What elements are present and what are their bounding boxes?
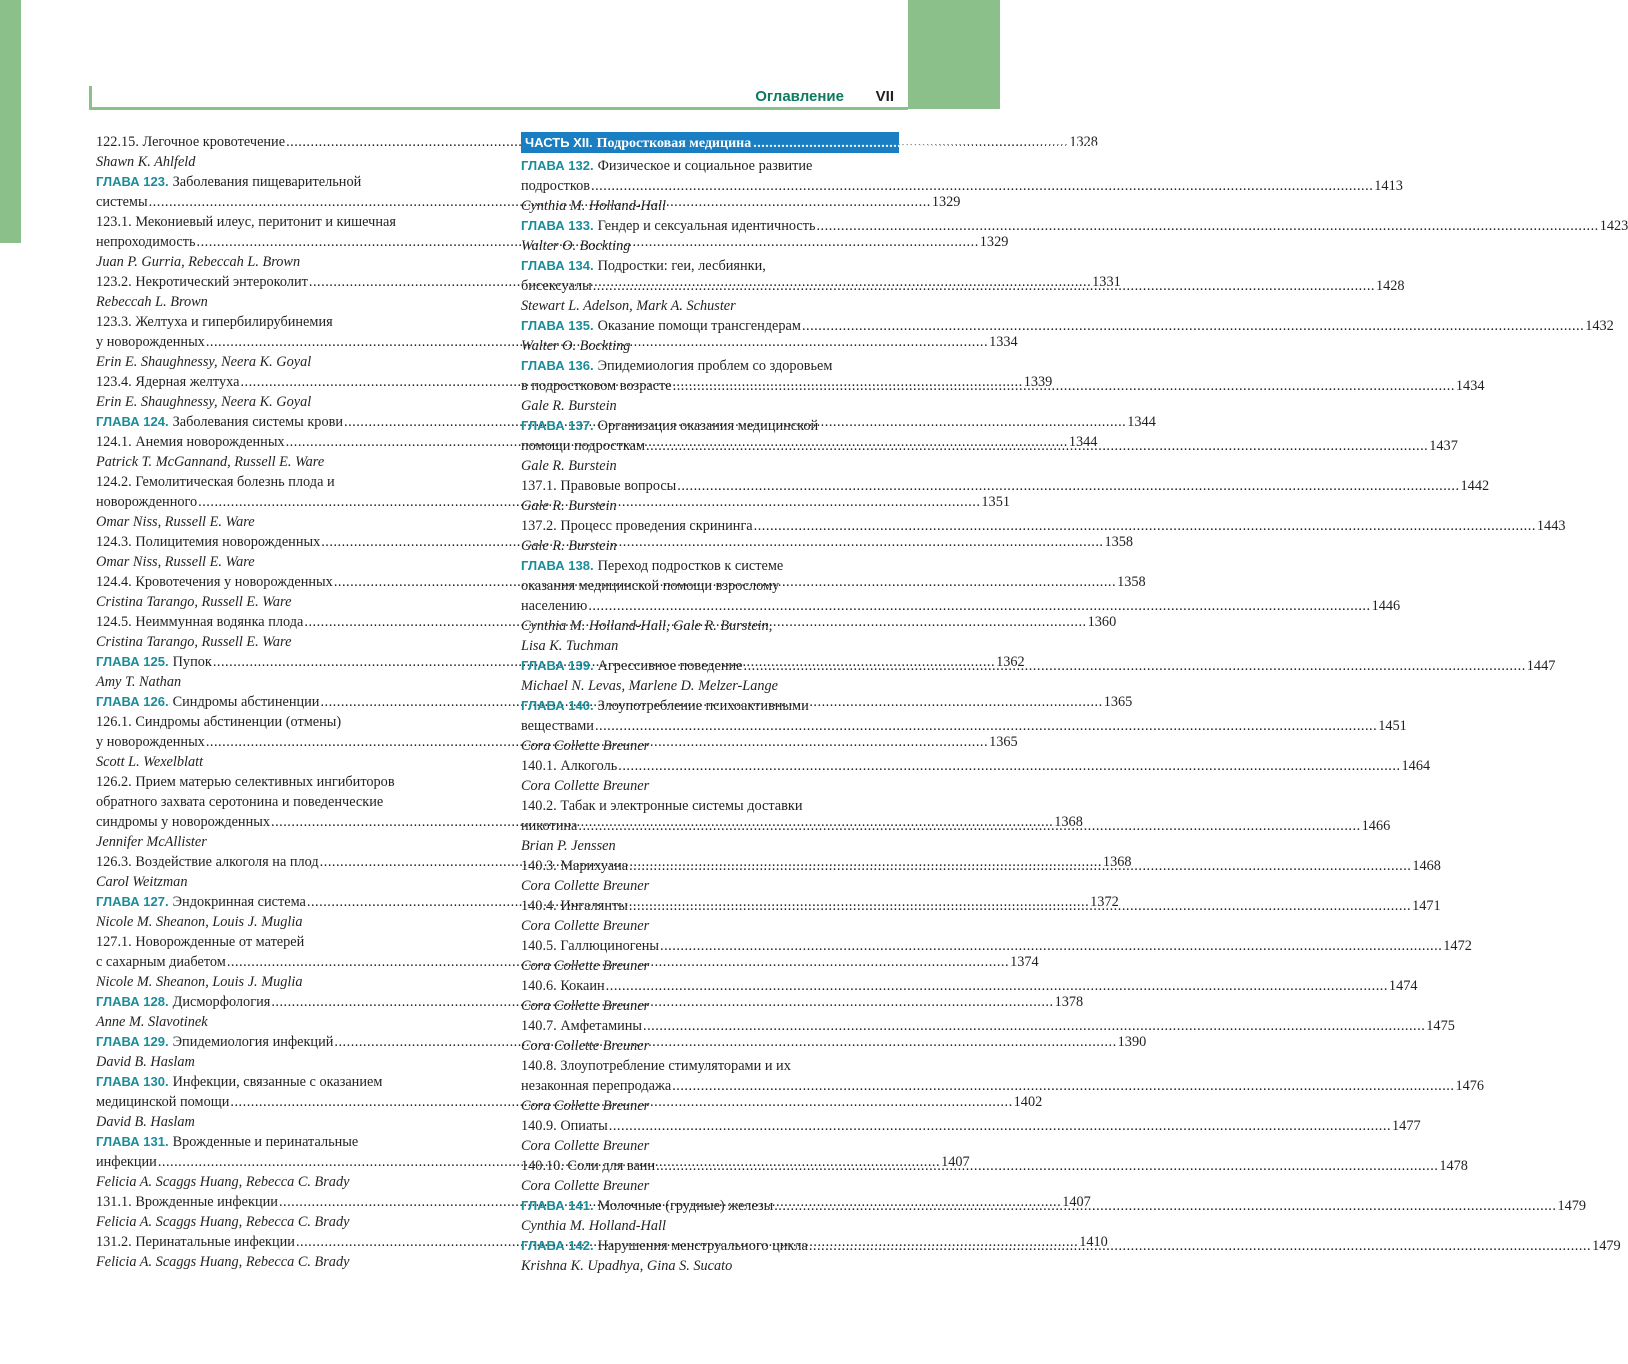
- toc-title-line: обратного захвата серотонина и поведенческие: [96, 794, 384, 810]
- leader-dots: [656, 1156, 1438, 1176]
- chapter-title: Подростки: геи, лесбиянки,: [597, 258, 766, 274]
- entry-title: [96, 332, 205, 352]
- toc-title-line: 123.1. Мекониевый илеус, перитонит и кишечная: [96, 214, 396, 230]
- toc-title-line: 140.2. Табак и электронные системы доставки: [521, 798, 803, 814]
- toc-title-line: 140.8. Злоупотребление стимуляторами и их: [521, 1058, 791, 1074]
- leader-dots: [609, 1116, 1391, 1136]
- entry-text: системы: [96, 194, 148, 210]
- entry-page: 1443: [1536, 518, 1566, 534]
- toc-author: Cora Collette Breuner: [521, 1138, 650, 1154]
- toc-chapter-heading[interactable]: [96, 172, 474, 192]
- entry-text: 124.1. Анемия новорожденных: [96, 434, 285, 450]
- chapter-title: Инфекции, связанные с оказанием: [172, 1074, 383, 1090]
- entry-text: 140.1. Алкоголь: [521, 758, 618, 774]
- toc-title-line: 124.2. Гемолитическая болезнь плода и: [96, 474, 335, 490]
- toc-chapter-entry[interactable]: [521, 216, 1628, 236]
- entry-title: [521, 596, 587, 616]
- toc-author: Gale R. Burstein: [521, 398, 617, 414]
- entry-title: [521, 476, 676, 496]
- entry-title: [96, 532, 320, 552]
- toc-entry[interactable]: [521, 176, 1403, 196]
- entry-title: [96, 732, 205, 752]
- entry-title: [521, 436, 645, 456]
- entry-text: подростков: [521, 178, 591, 194]
- entry-title: [521, 1196, 773, 1216]
- toc-author: Cristina Tarango, Russell E. Ware: [96, 594, 292, 610]
- entry-title: [521, 376, 672, 396]
- entry-page: 1410: [1079, 1234, 1108, 1250]
- entry-page: 1374: [1010, 954, 1039, 970]
- entry-page: 1365: [989, 734, 1018, 750]
- toc-title-line: 126.1. Синдромы абстиненции (отмены): [96, 714, 342, 730]
- toc-entry[interactable]: [521, 976, 1418, 996]
- entry-page: 1479: [1592, 1238, 1621, 1254]
- toc-author: Cora Collette Breuner: [521, 1098, 650, 1114]
- entry-page: 1378: [1054, 994, 1084, 1010]
- entry-text: Эндокринная система: [172, 894, 306, 910]
- entry-text: 140.6. Кокаин: [521, 978, 605, 994]
- toc-author: Omar Niss, Russell E. Ware: [96, 514, 255, 530]
- entry-title: [96, 192, 148, 212]
- entry-text: 140.9. Опиаты: [521, 1118, 608, 1134]
- chapter-label: ГЛАВА 139.: [521, 658, 594, 673]
- chapter-label: ГЛАВА 137.: [521, 418, 594, 433]
- toc-author: Michael N. Levas, Marlene D. Melzer-Lange: [521, 678, 779, 694]
- entry-title: [96, 232, 196, 252]
- chapter-label: ГЛАВА 124.: [96, 414, 169, 429]
- entry-page: 1329: [979, 234, 1009, 250]
- entry-text: населению: [521, 598, 588, 614]
- chapter-title: Врожденные и перинатальные: [172, 1134, 359, 1150]
- toc-entry[interactable]: [521, 1076, 1485, 1096]
- entry-page: 1344: [1068, 434, 1098, 450]
- entry-text: с сахарным диабетом: [96, 954, 226, 970]
- entry-page: 1466: [1361, 818, 1391, 834]
- entry-text: 123.4. Ядерная желтуха: [96, 374, 240, 390]
- toc-author: Juan P. Gurria, Rebeccah L. Brown: [96, 254, 301, 270]
- toc-author: Nicole M. Sheanon, Louis J. Muglia: [96, 974, 303, 990]
- toc-entry[interactable]: [521, 1116, 1421, 1136]
- entry-text: помощи подросткам: [521, 438, 645, 454]
- entry-text: Дисморфология: [172, 994, 271, 1010]
- entry-text: Оказание помощи трансгендерам: [597, 318, 801, 334]
- chapter-title: Заболевания пищеварительной: [172, 174, 362, 190]
- entry-page: 1434: [1455, 378, 1485, 394]
- entry-page: 1468: [1412, 858, 1441, 874]
- entry-text: 131.2. Перинатальные инфекции: [96, 1234, 295, 1250]
- entry-title: [521, 716, 594, 736]
- entry-page: 1365: [1103, 694, 1133, 710]
- entry-page: 1446: [1371, 598, 1401, 614]
- leader-dots: [660, 936, 1442, 956]
- toc-author: Krishna K. Upadhya, Gina S. Sucato: [521, 1258, 733, 1274]
- entry-text: 140.5. Галлюциногены: [521, 938, 660, 954]
- toc-author: Lisa K. Tuchman: [521, 638, 619, 654]
- entry-title: [521, 896, 628, 916]
- entry-text: бисексуалы: [521, 278, 592, 294]
- entry-page: 1451: [1378, 718, 1407, 734]
- chapter-label: ГЛАВА 126.: [96, 694, 169, 709]
- toc-entry[interactable]: [521, 716, 1407, 736]
- entry-page: 1464: [1401, 758, 1431, 774]
- entry-text: у новорожденных: [96, 334, 205, 350]
- toc-author: Cora Collette Breuner: [521, 738, 650, 754]
- entry-text: новорожденного: [96, 494, 198, 510]
- entry-text: Молочные (грудные) железы: [597, 1198, 774, 1214]
- chapter-label: ГЛАВА 141.: [521, 1198, 594, 1213]
- entry-text: Пупок: [172, 654, 212, 670]
- leader-dots: [754, 516, 1536, 536]
- toc-author: Cora Collette Breuner: [521, 998, 650, 1014]
- leader-dots: [774, 1196, 1556, 1216]
- toc-author: Felicia A. Scaggs Huang, Rebecca C. Brady: [96, 1174, 350, 1190]
- entry-page: 1368: [1102, 854, 1132, 870]
- toc-author: Amy T. Nathan: [96, 674, 182, 690]
- chapter-label: ГЛАВА 135.: [521, 318, 594, 333]
- entry-text: 140.7. Амфетамины: [521, 1018, 643, 1034]
- toc-author: Scott L. Wexelblatt: [96, 754, 204, 770]
- entry-page: 1372: [1090, 894, 1119, 910]
- toc-author: Cristina Tarango, Russell E. Ware: [96, 634, 292, 650]
- entry-text: 137.2. Процесс проведения скрининга: [521, 518, 753, 534]
- entry-text: 137.1. Правовые вопросы: [521, 478, 677, 494]
- chapter-label: ГЛАВА 125.: [96, 654, 169, 669]
- entry-page: 1413: [1374, 178, 1403, 194]
- entry-title: [96, 852, 319, 872]
- entry-page: 1432: [1585, 318, 1614, 334]
- chapter-label: ГЛАВА 123.: [96, 174, 169, 189]
- entry-title: [521, 756, 617, 776]
- toc-entry[interactable]: [521, 596, 1401, 616]
- leader-dots: [629, 896, 1411, 916]
- entry-page: 1328: [1069, 134, 1098, 150]
- toc-entry[interactable]: [521, 936, 1472, 956]
- chapter-title: Физическое и социальное развитие: [597, 158, 813, 174]
- entry-title: [521, 1076, 671, 1096]
- entry-page: 1423: [1599, 218, 1628, 234]
- toc-chapter-heading[interactable]: [96, 1072, 474, 1092]
- entry-page: 1437: [1429, 438, 1458, 454]
- chapter-label: ГЛАВА 128.: [96, 994, 169, 1009]
- toc-author: Erin E. Shaughnessy, Neera K. Goyal: [96, 394, 312, 410]
- toc-title-line: оказания медицинской помощи взрослому: [521, 578, 780, 594]
- chapter-label: ГЛАВА 138.: [521, 558, 594, 573]
- entry-page: 1351: [981, 494, 1010, 510]
- entry-title: [521, 1116, 608, 1136]
- leader-dots: [744, 656, 1526, 676]
- entry-title: [96, 132, 285, 152]
- toc-author: Cora Collette Breuner: [521, 1178, 650, 1194]
- entry-text: никотина: [521, 818, 578, 834]
- entry-title: [96, 692, 319, 712]
- entry-page: 1476: [1455, 1078, 1485, 1094]
- entry-title: [96, 612, 303, 632]
- entry-text: 131.1. Врожденные инфекции: [96, 1194, 278, 1210]
- toc-chapter-heading[interactable]: [521, 356, 899, 376]
- entry-text: у новорожденных: [96, 734, 205, 750]
- entry-title: [521, 316, 801, 336]
- toc-author: Stewart L. Adelson, Mark A. Schuster: [521, 298, 736, 314]
- chapter-label: ГЛАВА 140.: [521, 698, 594, 713]
- leader-dots: [578, 816, 1360, 836]
- toc-author: Felicia A. Scaggs Huang, Rebecca C. Brady: [96, 1254, 350, 1270]
- entry-title: [96, 812, 270, 832]
- entry-title: [96, 1092, 229, 1112]
- entry-title: [521, 976, 605, 996]
- entry-text: веществами: [521, 718, 594, 734]
- part-label: ЧАСТЬ XII.: [525, 135, 593, 150]
- entry-page: 1447: [1526, 658, 1556, 674]
- entry-text: Заболевания системы крови: [172, 414, 343, 430]
- entry-title: [521, 656, 743, 676]
- entry-title: [96, 952, 226, 972]
- entry-title: [96, 432, 285, 452]
- leader-dots: [672, 1076, 1454, 1096]
- entry-title: [96, 572, 333, 592]
- right-edge-tab: [908, 0, 1000, 109]
- toc-chapter-heading[interactable]: [96, 1132, 474, 1152]
- entry-page: 1472: [1443, 938, 1472, 954]
- leader-dots: [809, 1236, 1591, 1256]
- toc-author: Gale R. Burstein: [521, 538, 617, 554]
- chapter-label: ГЛАВА 136.: [521, 358, 594, 373]
- part-page: 1413: [1203, 136, 1232, 151]
- entry-text: Гендер и сексуальная идентичность: [597, 218, 816, 234]
- leader-dots: [595, 716, 1377, 736]
- entry-text: в подростковом возрасте: [521, 378, 672, 394]
- chapter-title: Переход подростков к системе: [597, 558, 784, 574]
- entry-title: [96, 1152, 157, 1172]
- leader-dots: [629, 856, 1411, 876]
- entry-title: [96, 892, 306, 912]
- toc-author: Cora Collette Breuner: [521, 778, 650, 794]
- chapter-title: Эпидемиология проблем со здоровьем: [597, 358, 833, 374]
- entry-text: синдромы у новорожденных: [96, 814, 270, 830]
- entry-page: 1358: [1104, 534, 1134, 550]
- entry-title: [96, 272, 308, 292]
- leader-dots: [618, 756, 1400, 776]
- toc-author: Felicia A. Scaggs Huang, Rebecca C. Brady: [96, 1214, 350, 1230]
- toc-author: Cora Collette Breuner: [521, 958, 650, 974]
- toc-author: Cynthia M. Holland-Hall, Gale R. Burstein,: [521, 618, 773, 634]
- entry-title: [521, 816, 577, 836]
- entry-text: 124.5. Неиммунная водянка плода: [96, 614, 304, 630]
- entry-text: 140.4. Ингалянты: [521, 898, 628, 914]
- entry-text: 124.3. Полицитемия новорожденных: [96, 534, 321, 550]
- leader-dots: [802, 316, 1584, 336]
- entry-page: 1471: [1412, 898, 1441, 914]
- toc-entry[interactable]: [521, 516, 1566, 536]
- toc-author: Walter O. Bockting: [521, 238, 631, 254]
- toc-author: Omar Niss, Russell E. Ware: [96, 554, 255, 570]
- entry-text: 140.10. Соли для ванн: [521, 1158, 656, 1174]
- toc-author: Gale R. Burstein: [521, 458, 617, 474]
- chapter-label: ГЛАВА 131.: [96, 1134, 169, 1149]
- entry-title: [96, 492, 197, 512]
- toc-title-line: 127.1. Новорожденные от матерей: [96, 934, 305, 950]
- leader-dots: [677, 476, 1459, 496]
- entry-page: 1331: [1092, 274, 1121, 290]
- leader-dots: [646, 436, 1428, 456]
- chapter-title: Злоупотребление психоактивными: [597, 698, 809, 714]
- chapter-label: ГЛАВА 129.: [96, 1034, 169, 1049]
- left-edge-tab: [0, 0, 21, 243]
- entry-page: 1362: [996, 654, 1025, 670]
- entry-title: [521, 936, 659, 956]
- toc-author: Erin E. Shaughnessy, Neera K. Goyal: [96, 354, 312, 370]
- toc-title-line: 126.2. Прием матерью селективных ингибиторов: [96, 774, 395, 790]
- entry-page: 1344: [1127, 414, 1156, 430]
- entry-text: инфекции: [96, 1154, 157, 1170]
- entry-text: Агрессивное поведение: [597, 658, 743, 674]
- entry-text: Нарушения менструального цикла: [597, 1238, 808, 1254]
- toc-entry[interactable]: [521, 476, 1490, 496]
- entry-text: непроходимость: [96, 234, 196, 250]
- entry-title: [521, 176, 590, 196]
- entry-page: 1368: [1054, 814, 1083, 830]
- toc-author: Cynthia M. Holland-Hall: [521, 1218, 666, 1234]
- entry-page: 1477: [1392, 1118, 1421, 1134]
- entry-title: [96, 1232, 295, 1252]
- leader-dots: [753, 133, 1201, 154]
- toc-chapter-heading[interactable]: [521, 256, 899, 276]
- entry-text: Синдромы абстиненции: [172, 694, 320, 710]
- entry-text: 140.3. Марихуана: [521, 858, 629, 874]
- entry-page: 1475: [1426, 1018, 1455, 1034]
- toc-title-line: 123.3. Желтуха и гипербилирубинемия: [96, 314, 333, 330]
- header-rule: [89, 107, 908, 110]
- entry-title: [521, 516, 753, 536]
- entry-page: 1339: [1023, 374, 1053, 390]
- entry-page: 1334: [989, 334, 1018, 350]
- toc-author: Cynthia M. Holland-Hall: [521, 198, 666, 214]
- chapter-label: ГЛАВА 134.: [521, 258, 594, 273]
- leader-dots: [588, 596, 1370, 616]
- toc-author: Anne M. Slavotinek: [96, 1014, 208, 1030]
- entry-text: 126.3. Воздействие алкоголя на плод: [96, 854, 319, 870]
- leader-dots: [816, 216, 1598, 236]
- toc-author: Cora Collette Breuner: [521, 1038, 650, 1054]
- toc-author: Carol Weitzman: [96, 874, 188, 890]
- entry-text: 123.2. Некротический энтероколит: [96, 274, 308, 290]
- toc-author: Cora Collette Breuner: [521, 918, 650, 934]
- toc-chapter-heading[interactable]: [521, 556, 899, 576]
- entry-page: 1407: [1062, 1194, 1091, 1210]
- entry-page: 1428: [1375, 278, 1405, 294]
- page-section-title: Оглавление: [755, 88, 844, 105]
- toc-chapter-heading[interactable]: [521, 416, 899, 436]
- entry-text: 124.4. Кровотечения у новорожденных: [96, 574, 333, 590]
- entry-page: 1390: [1117, 1034, 1147, 1050]
- toc-chapter-entry[interactable]: [521, 316, 1614, 336]
- toc-author: Cora Collette Breuner: [521, 878, 650, 894]
- entry-page: 1329: [931, 194, 961, 210]
- chapter-label: ГЛАВА 130.: [96, 1074, 169, 1089]
- entry-title: [521, 1016, 642, 1036]
- entry-text: незаконная перепродажа: [521, 1078, 672, 1094]
- toc-author: Jennifer McAllister: [96, 834, 207, 850]
- toc-chapter-heading[interactable]: [521, 696, 899, 716]
- entry-title: [96, 1192, 278, 1212]
- chapter-label: ГЛАВА 133.: [521, 218, 594, 233]
- entry-page: 1360: [1087, 614, 1117, 630]
- entry-page: 1407: [941, 1154, 970, 1170]
- part-title: Подростковая медицина: [596, 136, 752, 151]
- toc-author: Walter O. Bockting: [521, 338, 631, 354]
- entry-page: 1479: [1557, 1198, 1587, 1214]
- leader-dots: [643, 1016, 1425, 1036]
- entry-title: [521, 216, 815, 236]
- entry-title: [96, 412, 343, 432]
- entry-title: [96, 372, 239, 392]
- entry-title: [96, 1032, 333, 1052]
- entry-title: [521, 1236, 808, 1256]
- toc-author: Shawn K. Ahlfeld: [96, 154, 196, 170]
- leader-dots: [673, 376, 1455, 396]
- leader-dots: [606, 976, 1388, 996]
- entry-title: [96, 992, 270, 1012]
- toc-author: Gale R. Burstein: [521, 498, 617, 514]
- entry-title: [521, 856, 628, 876]
- entry-page: 1402: [1013, 1094, 1043, 1110]
- leader-dots: [593, 276, 1375, 296]
- toc-author: Rebeccah L. Brown: [96, 294, 208, 310]
- chapter-label: ГЛАВА 132.: [521, 158, 594, 173]
- entry-title: [96, 652, 212, 672]
- page-number: VII: [875, 88, 894, 105]
- entry-text: 122.15. Легочное кровотечение: [96, 134, 286, 150]
- entry-page: 1442: [1460, 478, 1490, 494]
- toc-author: David B. Haslam: [96, 1054, 195, 1070]
- toc-author: Brian P. Jenssen: [521, 838, 616, 854]
- entry-page: 1358: [1117, 574, 1146, 590]
- toc-author: David B. Haslam: [96, 1114, 195, 1130]
- entry-text: Эпидемиология инфекций: [172, 1034, 334, 1050]
- toc-author: Nicole M. Sheanon, Louis J. Muglia: [96, 914, 303, 930]
- toc-entry[interactable]: [521, 1016, 1455, 1036]
- entry-text: медицинской помощи: [96, 1094, 230, 1110]
- entry-title: [521, 1156, 655, 1176]
- chapter-label: ГЛАВА 127.: [96, 894, 169, 909]
- entry-page: 1478: [1439, 1158, 1468, 1174]
- toc-chapter-heading[interactable]: [521, 156, 899, 176]
- leader-dots: [591, 176, 1373, 196]
- toc-entry[interactable]: [521, 756, 1431, 776]
- entry-title: [521, 276, 592, 296]
- entry-page: 1474: [1388, 978, 1418, 994]
- chapter-title: Организация оказания медицинской: [597, 418, 819, 434]
- chapter-label: ГЛАВА 142.: [521, 1238, 594, 1253]
- toc-author: Patrick T. McGannand, Russell E. Ware: [96, 454, 325, 470]
